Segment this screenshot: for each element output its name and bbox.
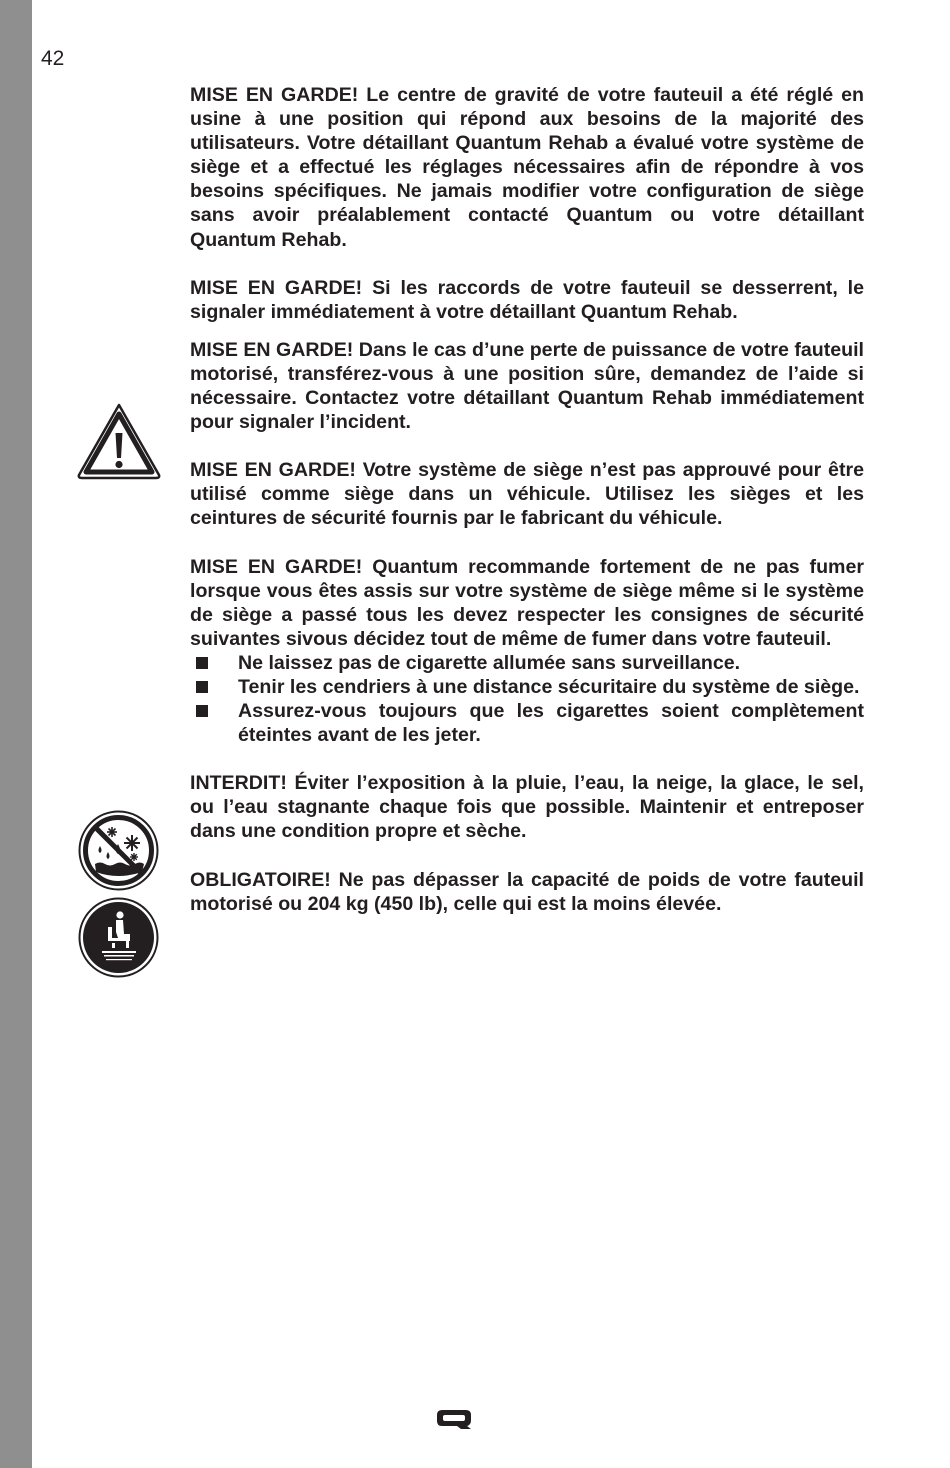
list-item: Tenir les cendriers à une distance sécuritaire du système de siège.	[190, 675, 864, 699]
warning-smoking: MISE EN GARDE! Quantum recommande fortement de ne pas fumer lorsque vous êtes assis sur votre système de siège même si le système de siège a passé tous les devez respecter les consignes de sécurité suivantes sivous décidez tout de même de fumer dans votre fauteuil.	[190, 555, 864, 650]
warning-center-of-gravity: MISE EN GARDE! Le centre de gravité de votre fauteuil a été réglé en usine à une position qui répond aux besoins de la majorité des utilisateurs. Votre détaillant Quantum Rehab a évalué votre système de siège et a effectué les réglages nécessaires afin de répondre à vos besoins spécifiques. Ne jamais modifier votre configuration de siège sans avoir préalablement contacté Quantum ou votre détaillant Quantum Rehab.	[190, 84, 864, 251]
no-water-exposure-icon	[78, 810, 159, 891]
side-strip	[0, 0, 32, 1468]
square-bullet-icon	[196, 657, 208, 669]
quantum-logo-icon	[436, 1408, 472, 1430]
square-bullet-icon	[196, 681, 208, 693]
warning-loose-fittings: MISE EN GARDE! Si les raccords de votre fauteuil se desserrent, le signaler immédiatement à votre détaillant Quantum Rehab.	[190, 276, 864, 323]
page-number: 42	[41, 47, 65, 70]
interdit-exposure: INTERDIT! Éviter l’exposition à la pluie, l’eau, la neige, la glace, le sel, ou l’eau stagnante chaque fois que possible. Maintenir et entreposer dans une condition propre et sèche.	[190, 772, 864, 843]
weight-capacity-icon	[78, 897, 159, 978]
list-item: Ne laissez pas de cigarette allumée sans surveillance.	[190, 651, 864, 675]
warning-vehicle-seat: MISE EN GARDE! Votre système de siège n’est pas approuvé pour être utilisé comme siège dans un véhicule. Utilisez les sièges et les ceintures de sécurité fournis par le fabricant du véhicule.	[190, 459, 864, 530]
smoking-safety-list	[190, 651, 864, 747]
warnings-content	[190, 83, 864, 916]
square-bullet-icon	[196, 705, 208, 717]
warning-triangle-icon	[76, 402, 162, 480]
obligatoire-weight: OBLIGATOIRE! Ne pas dépasser la capacité de poids de votre fauteuil motorisé ou 204 kg (450 lb), celle qui est la moins élevée.	[190, 868, 864, 915]
warning-power-loss: MISE EN GARDE! Dans le cas d’une perte de puissance de votre fauteuil motorisé, transférez-vous à une position sûre, demandez de l’aide si nécessaire. Contactez votre détaillant Quantum Rehab immédiatement pour signaler l’incident.	[190, 338, 864, 434]
list-item: Assurez-vous toujours que les cigarettes soient complètement éteintes avant de les jeter.	[190, 699, 864, 747]
